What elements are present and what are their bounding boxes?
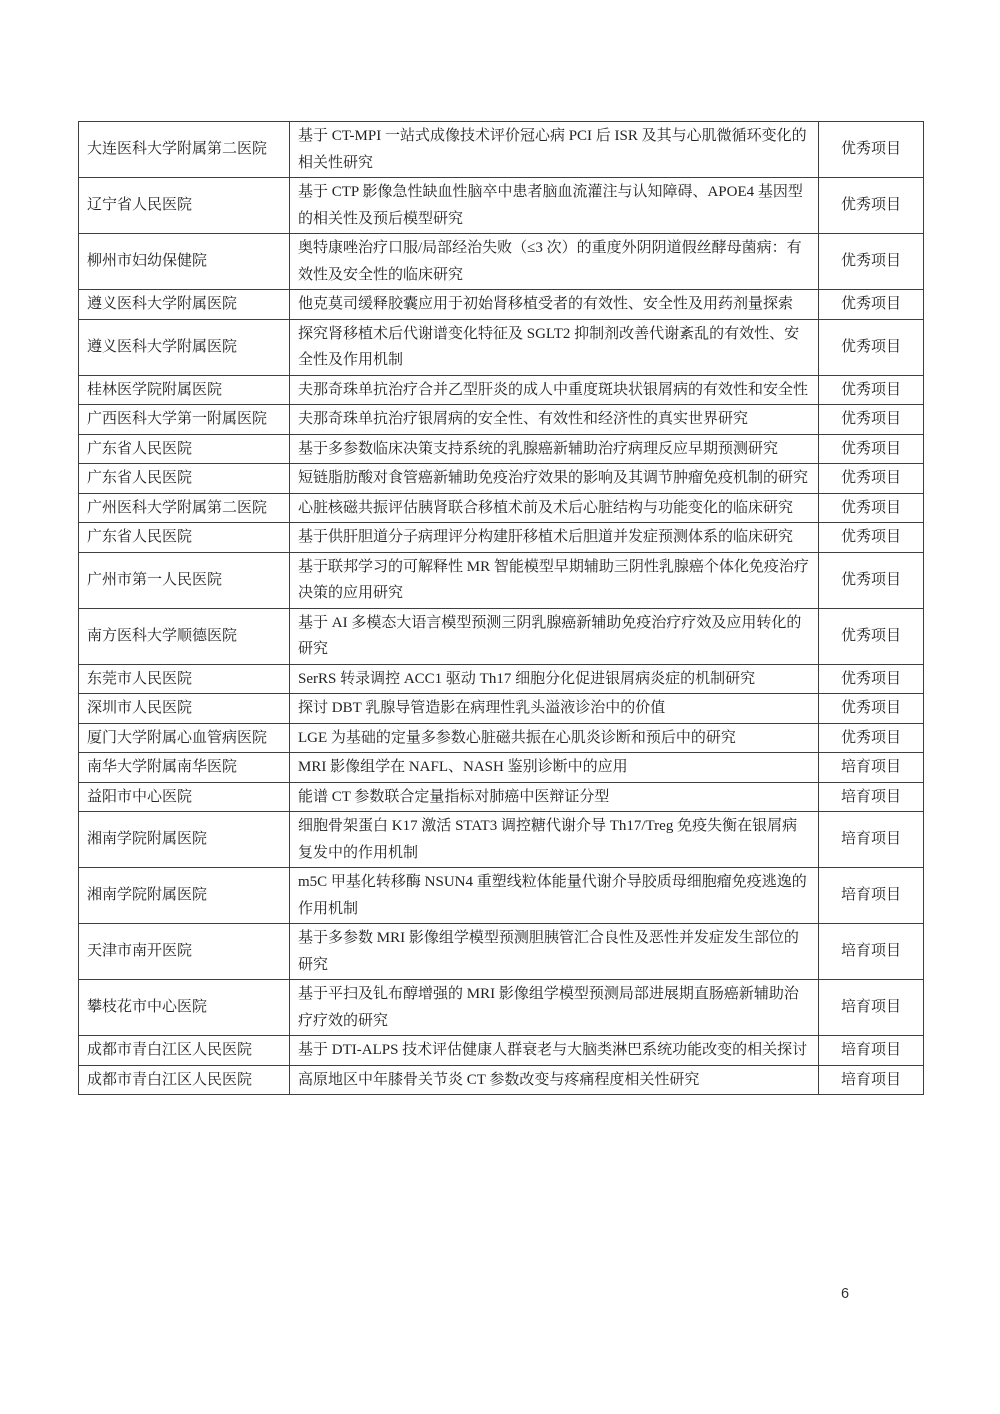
project-title-cell: 夫那奇珠单抗治疗合并乙型肝炎的成人中重度斑块状银屑病的有效性和安全性 xyxy=(290,375,819,405)
table-row xyxy=(79,608,924,664)
hospital-cell: 南方医科大学顺德医院 xyxy=(79,608,290,664)
hospital-cell: 遵义医科大学附属医院 xyxy=(79,290,290,320)
hospital-cell: 深圳市人民医院 xyxy=(79,694,290,724)
hospital-cell: 广东省人民医院 xyxy=(79,434,290,464)
hospital-cell: 辽宁省人民医院 xyxy=(79,178,290,234)
category-cell: 优秀项目 xyxy=(819,178,924,234)
category-cell: 优秀项目 xyxy=(819,493,924,523)
category-cell: 培育项目 xyxy=(819,1036,924,1066)
category-cell: 培育项目 xyxy=(819,868,924,924)
category-cell: 优秀项目 xyxy=(819,552,924,608)
table-row xyxy=(79,290,924,320)
project-title-cell: 心脏核磁共振评估胰肾联合移植术前及术后心脏结构与功能变化的临床研究 xyxy=(290,493,819,523)
project-title-cell: 夫那奇珠单抗治疗银屑病的安全性、有效性和经济性的真实世界研究 xyxy=(290,405,819,435)
page-number: 6 xyxy=(840,1286,850,1302)
hospital-cell: 成都市青白江区人民医院 xyxy=(79,1036,290,1066)
project-title-cell: 短链脂肪酸对食管癌新辅助免疫治疗效果的影响及其调节肿瘤免疫机制的研究 xyxy=(290,464,819,494)
hospital-cell: 遵义医科大学附属医院 xyxy=(79,319,290,375)
category-cell: 优秀项目 xyxy=(819,664,924,694)
project-table-body xyxy=(79,122,924,1095)
hospital-cell: 天津市南开医院 xyxy=(79,924,290,980)
project-title-cell: 高原地区中年膝骨关节炎 CT 参数改变与疼痛程度相关性研究 xyxy=(290,1065,819,1095)
project-title-cell: LGE 为基础的定量多参数心脏磁共振在心肌炎诊断和预后中的研究 xyxy=(290,723,819,753)
project-title-cell: 能谱 CT 参数联合定量指标对肺癌中医辩证分型 xyxy=(290,782,819,812)
category-cell: 优秀项目 xyxy=(819,464,924,494)
project-title-cell: 基于多参数临床决策支持系统的乳腺癌新辅助治疗病理反应早期预测研究 xyxy=(290,434,819,464)
project-title-cell: 基于平扫及钆布醇增强的 MRI 影像组学模型预测局部进展期直肠癌新辅助治疗疗效的研究 xyxy=(290,980,819,1036)
table-row xyxy=(79,924,924,980)
category-cell: 优秀项目 xyxy=(819,694,924,724)
hospital-cell: 厦门大学附属心血管病医院 xyxy=(79,723,290,753)
category-cell: 优秀项目 xyxy=(819,290,924,320)
category-cell: 优秀项目 xyxy=(819,723,924,753)
table-row xyxy=(79,664,924,694)
project-title-cell: 基于 AI 多模态大语言模型预测三阴乳腺癌新辅助免疫治疗疗效及应用转化的研究 xyxy=(290,608,819,664)
hospital-cell: 湘南学院附属医院 xyxy=(79,868,290,924)
category-cell: 优秀项目 xyxy=(819,122,924,178)
table-row xyxy=(79,753,924,783)
project-title-cell: 基于 CT-MPI 一站式成像技术评价冠心病 PCI 后 ISR 及其与心肌微循环变化的相关性研究 xyxy=(290,122,819,178)
hospital-cell: 柳州市妇幼保健院 xyxy=(79,234,290,290)
hospital-cell: 攀枝花市中心医院 xyxy=(79,980,290,1036)
table-row xyxy=(79,1065,924,1095)
table-row xyxy=(79,868,924,924)
project-title-cell: 奥特康唑治疗口服/局部经治失败（≤3 次）的重度外阴阴道假丝酵母菌病：有效性及安全性的临床研究 xyxy=(290,234,819,290)
category-cell: 培育项目 xyxy=(819,924,924,980)
category-cell: 培育项目 xyxy=(819,782,924,812)
hospital-cell: 广州医科大学附属第二医院 xyxy=(79,493,290,523)
project-title-cell: m5C 甲基化转移酶 NSUN4 重塑线粒体能量代谢介导胶质母细胞瘤免疫逃逸的作用机制 xyxy=(290,868,819,924)
hospital-cell: 广东省人民医院 xyxy=(79,523,290,553)
hospital-cell: 广州市第一人民医院 xyxy=(79,552,290,608)
project-title-cell: MRI 影像组学在 NAFL、NASH 鉴别诊断中的应用 xyxy=(290,753,819,783)
table-row xyxy=(79,552,924,608)
table-row xyxy=(79,375,924,405)
project-title-cell: 基于 DTI-ALPS 技术评估健康人群衰老与大脑类淋巴系统功能改变的相关探讨 xyxy=(290,1036,819,1066)
category-cell: 优秀项目 xyxy=(819,319,924,375)
table-row xyxy=(79,812,924,868)
project-title-cell: 探究肾移植术后代谢谱变化特征及 SGLT2 抑制剂改善代谢紊乱的有效性、安全性及作用机制 xyxy=(290,319,819,375)
project-title-cell: 他克莫司缓释胶囊应用于初始肾移植受者的有效性、安全性及用药剂量探索 xyxy=(290,290,819,320)
project-title-cell: 细胞骨架蛋白 K17 激活 STAT3 调控糖代谢介导 Th17/Treg 免疫失衡在银屑病复发中的作用机制 xyxy=(290,812,819,868)
project-title-cell: 基于 CTP 影像急性缺血性脑卒中患者脑血流灌注与认知障碍、APOE4 基因型的相关性及预后模型研究 xyxy=(290,178,819,234)
hospital-cell: 成都市青白江区人民医院 xyxy=(79,1065,290,1095)
table-row xyxy=(79,464,924,494)
table-row xyxy=(79,434,924,464)
table-row xyxy=(79,319,924,375)
table-row xyxy=(79,493,924,523)
table-row xyxy=(79,405,924,435)
category-cell: 优秀项目 xyxy=(819,234,924,290)
category-cell: 培育项目 xyxy=(819,812,924,868)
category-cell: 培育项目 xyxy=(819,753,924,783)
category-cell: 优秀项目 xyxy=(819,608,924,664)
table-row xyxy=(79,694,924,724)
category-cell: 培育项目 xyxy=(819,1065,924,1095)
category-cell: 优秀项目 xyxy=(819,375,924,405)
project-title-cell: 基于多参数 MRI 影像组学模型预测胆胰管汇合良性及恶性并发症发生部位的研究 xyxy=(290,924,819,980)
hospital-cell: 东莞市人民医院 xyxy=(79,664,290,694)
hospital-cell: 南华大学附属南华医院 xyxy=(79,753,290,783)
table-row xyxy=(79,122,924,178)
hospital-cell: 广东省人民医院 xyxy=(79,464,290,494)
category-cell: 优秀项目 xyxy=(819,434,924,464)
table-row xyxy=(79,723,924,753)
hospital-cell: 大连医科大学附属第二医院 xyxy=(79,122,290,178)
table-row xyxy=(79,234,924,290)
project-title-cell: 基于联邦学习的可解释性 MR 智能模型早期辅助三阴性乳腺癌个体化免疫治疗决策的应用研究 xyxy=(290,552,819,608)
table-row xyxy=(79,782,924,812)
hospital-cell: 益阳市中心医院 xyxy=(79,782,290,812)
project-list-table xyxy=(78,121,924,1095)
project-title-cell: 探讨 DBT 乳腺导管造影在病理性乳头溢液诊治中的价值 xyxy=(290,694,819,724)
table-row xyxy=(79,523,924,553)
project-title-cell: SerRS 转录调控 ACC1 驱动 Th17 细胞分化促进银屑病炎症的机制研究 xyxy=(290,664,819,694)
category-cell: 优秀项目 xyxy=(819,523,924,553)
hospital-cell: 桂林医学院附属医院 xyxy=(79,375,290,405)
table-row xyxy=(79,980,924,1036)
table-row xyxy=(79,178,924,234)
hospital-cell: 湘南学院附属医院 xyxy=(79,812,290,868)
category-cell: 优秀项目 xyxy=(819,405,924,435)
table-row xyxy=(79,1036,924,1066)
hospital-cell: 广西医科大学第一附属医院 xyxy=(79,405,290,435)
category-cell: 培育项目 xyxy=(819,980,924,1036)
project-title-cell: 基于供肝胆道分子病理评分构建肝移植术后胆道并发症预测体系的临床研究 xyxy=(290,523,819,553)
